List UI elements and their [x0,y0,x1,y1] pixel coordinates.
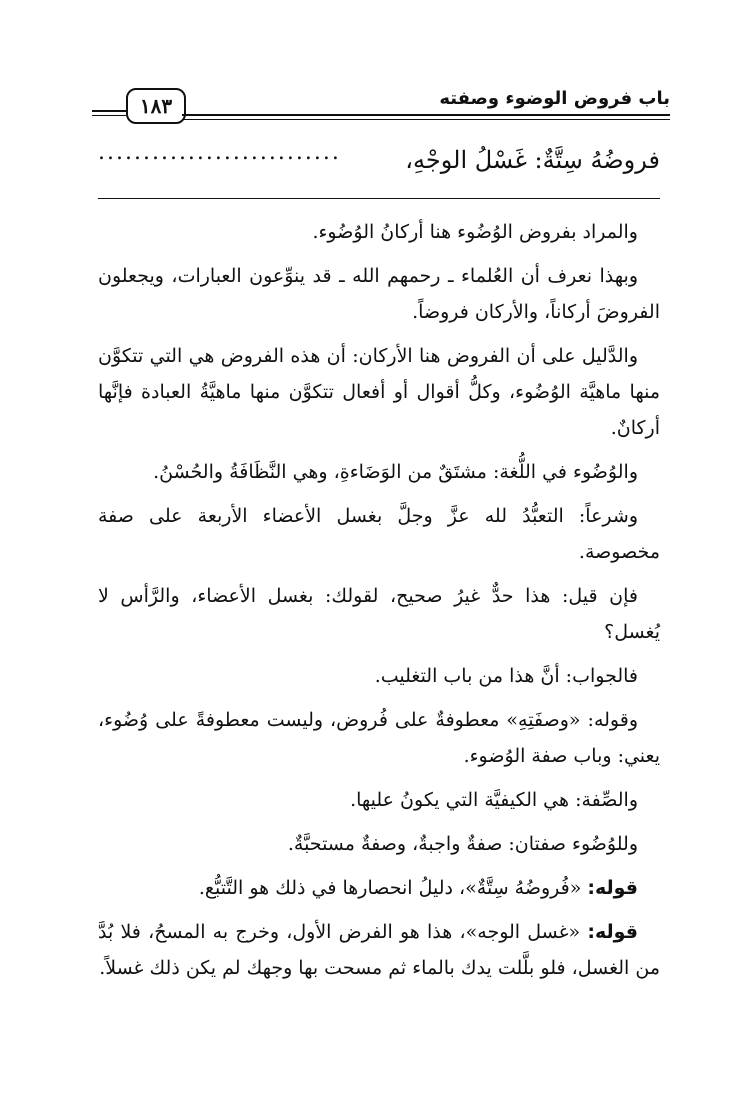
paragraph: وبهذا نعرف أن العُلماء ـ رحمهم الله ـ قد ينوِّعون العبارات، ويجعلون الفروضَ أركاناً، والأركان فروضاً. [98,265,660,323]
header-rule [92,115,126,116]
paragraph: والصِّفة: هي الكيفيَّة التي يكونُ عليها. [350,789,638,811]
paragraph: فالجواب: أنَّ هذا من باب التغليب. [374,665,638,687]
paragraph-lead: قوله: [587,921,638,943]
paragraph: والدَّليل على أن الفروض هنا الأركان: أن هذه الفروض هي التي تتكوَّن منها ماهيَّة الوُضُوء، وكلُّ أقوال أو أفعال تتكوَّن منها ماهيَّةُ العبادة فإنَّها أركانٌ. [98,345,660,439]
paragraph: قوله: «فُروضُهُ سِتَّةٌ»، دليلُ انحصارها في ذلك هو التَّتبُّع. [198,877,638,899]
page-number: ١٨٣ [126,88,186,124]
matn-text: فروضُهُ سِتَّةٌ: غَسْلُ الوجْهِ، [405,146,660,174]
paragraph: وللوُضُوء صفتان: صفةٌ واجبةٌ، وصفةٌ مستحبَّةٌ. [287,833,638,855]
running-title: باب فروض الوضوء وصفته [439,88,670,109]
paragraph: فإن قيل: هذا حدٌّ غيرُ صحيح، لقولك: بغسل الأعضاء، والرَّأس لا يُغسل؟ [98,585,660,643]
header-rule [182,114,670,116]
header-rule [182,119,670,120]
paragraph: وقوله: «وصفَتِهِ» معطوفةٌ على فُروض، وليست معطوفةً على وُضُوء، يعني: وباب صفة الوُضوء. [98,709,660,767]
commentary-body [98,214,660,994]
matn-dots: ........................... [98,140,341,165]
paragraph: والوُضُوء في اللُّغة: مشتَقٌ من الوَضَاءةِ، وهي النَّظَافَةُ والحُسْنُ. [153,461,638,483]
paragraph: قوله: «غسل الوجه»، هذا هو الفرض الأول، وخرج به المسحُ، فلا بُدَّ من الغسل، فلو بلَّلت يدك بالماء ثم مسحت بها وجهك لم يكن ذلك غسلاً. [98,921,660,979]
paragraph-lead: قوله: [587,877,638,899]
header-rule [92,110,126,112]
matn-divider [98,198,660,199]
page-header [92,86,670,126]
paragraph: وشرعاً: التعبُّدُ لله عزَّ وجلَّ بغسل الأعضاء الأربعة على صفة مخصوصة. [98,505,660,563]
paragraph: والمراد بفروض الوُضُوء هنا أركانُ الوُضُوء. [312,221,638,243]
